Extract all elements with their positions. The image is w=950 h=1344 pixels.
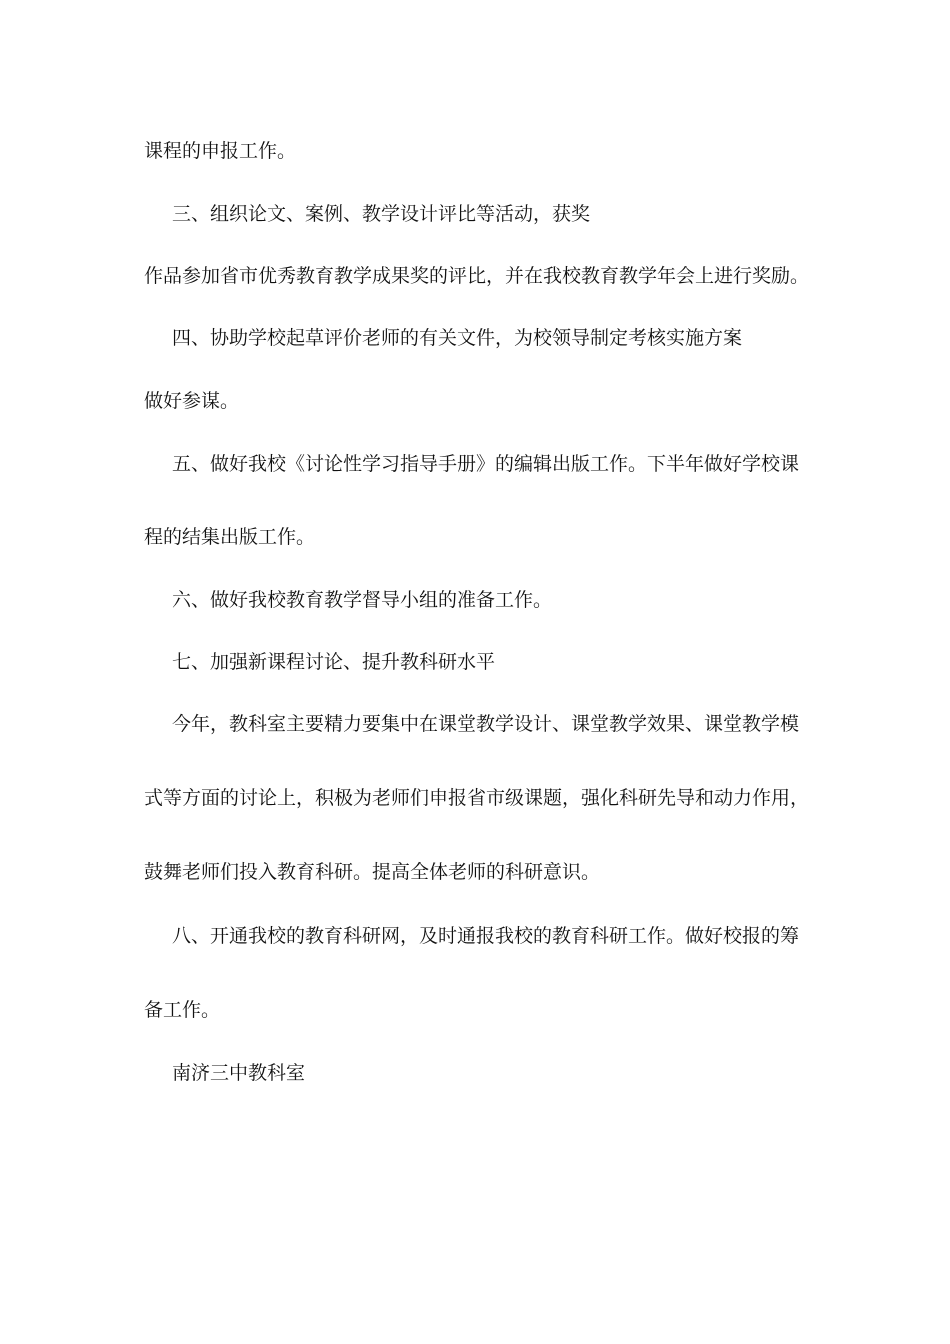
text-line-continuation: 做好参谋。 [144,390,240,412]
signature-line: 南济三中教科室 [172,1062,306,1084]
paragraph-body: 今年，教科室主要精力要集中在课堂教学设计、课堂教学效果、课堂教学模 [172,713,800,735]
text-line-continuation: 课程的申报工作。 [144,140,297,162]
paragraph-item-6: 六、做好我校教育教学督导小组的准备工作。 [172,589,553,611]
paragraph-item-3: 三、组织论文、案例、教学设计评比等活动，获奖 [172,203,591,225]
text-line-continuation: 作品参加省市优秀教育教学成果奖的评比，并在我校教育教学年会上进行奖励。 [144,265,810,287]
text-line-continuation: 程的结集出版工作。 [144,526,316,548]
paragraph-item-8: 八、开通我校的教育科研网，及时通报我校的教育科研工作。做好校报的筹 [172,925,800,947]
text-line-continuation: 式等方面的讨论上，积极为老师们申报省市级课题，强化科研先导和动力作用， [144,787,810,809]
paragraph-item-5: 五、做好我校《讨论性学习指导手册》的编辑出版工作。下半年做好学校课 [172,453,800,475]
text-line-continuation: 鼓舞老师们投入教育科研。提高全体老师的科研意识。 [144,861,601,883]
paragraph-item-7: 七、加强新课程讨论、提升教科研水平 [172,651,496,673]
text-line-continuation: 备工作。 [144,999,221,1021]
paragraph-item-4: 四、协助学校起草评价老师的有关文件，为校领导制定考核实施方案 [172,327,743,349]
